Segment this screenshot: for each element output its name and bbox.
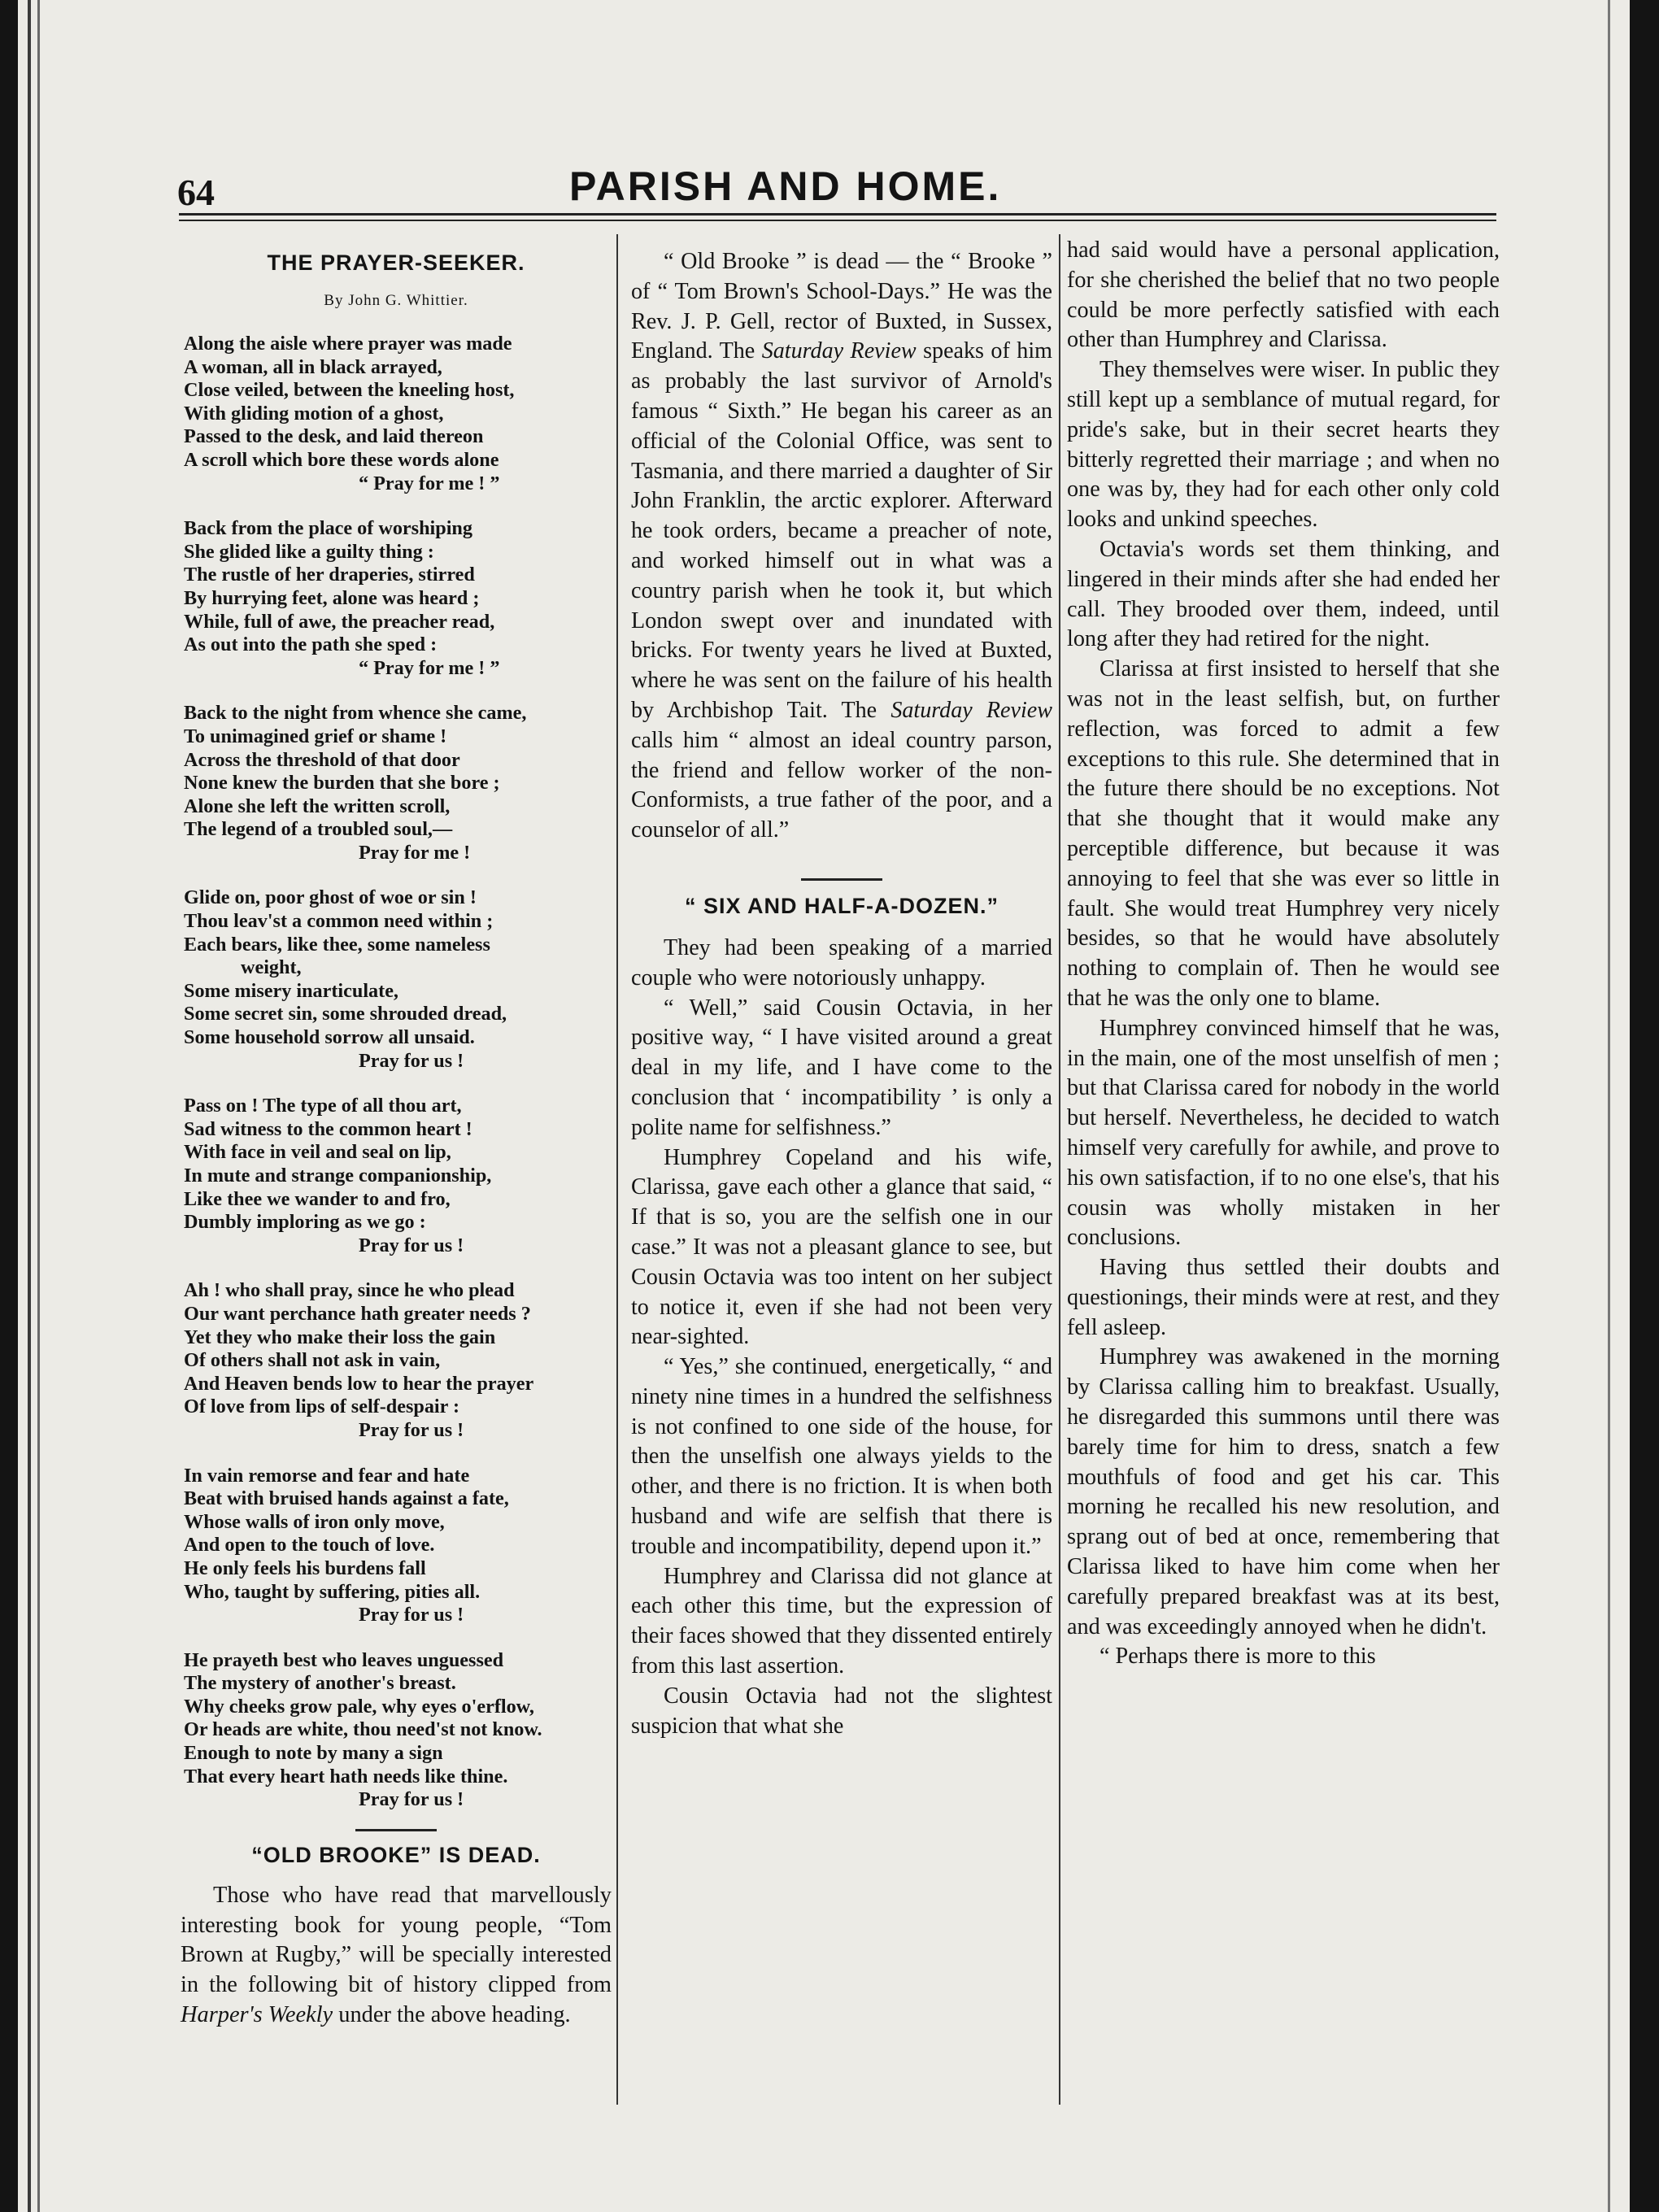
- poem-title: THE PRAYER-SEEKER.: [267, 250, 525, 275]
- verse-line: In vain remorse and fear and hate: [184, 1464, 470, 1487]
- section-rule: [801, 878, 882, 881]
- verse-line: With gliding motion of a ghost,: [184, 402, 444, 425]
- paragraph: Having thus settled their doubts and questionings, their minds were at rest, and they fell asleep.: [1067, 1255, 1500, 1340]
- verse-line: Like thee we wander to and fro,: [184, 1187, 451, 1210]
- brooke-intro: [181, 1881, 612, 2031]
- refrain-line: Pray for us !: [359, 1049, 464, 1072]
- verse-line: Some misery inarticulate,: [184, 979, 398, 1002]
- stanza: [184, 702, 612, 864]
- verse-line: Why cheeks grow pale, why eyes o'erflow,: [184, 1695, 534, 1718]
- verse-line: Some secret sin, some shrouded dread,: [184, 1003, 507, 1025]
- scan-edge-line: [1608, 0, 1610, 2212]
- stanza: [184, 886, 612, 1073]
- scan-edge-right: [1630, 0, 1659, 2212]
- refrain-line: Pray for us !: [359, 1418, 464, 1441]
- story-title: “ SIX AND HALF-A-DOZEN.”: [685, 893, 999, 918]
- running-title: PARISH AND HOME.: [569, 163, 1002, 209]
- verse-line: And open to the touch of love.: [184, 1534, 435, 1557]
- paragraph: “ Old Brooke ” is dead — the “ Brooke ” of “ Tom Brown's School-Days.” He was the Rev. J. P. Gell, rector of Buxted, in Sussex, England. The Saturday Review speaks of him as probably the last survivor of Arnold's famous “ Sixth.” He began his career as an official of the Colonial Office, was sent to Tasmania, and there married a daughter of Sir John Franklin, the arctic explorer. Afterward he took orders, became a preacher of note, and worked himself out in what was a country parish when he took it, but which London swept over and inundated with bricks. For twenty years he lived at Buxted, where he was sent on the failure of his health by Archbishop Tait. The Saturday Review calls him “ almost an ideal country parson, the friend and fellow worker of the non-Conformists, a true father of the poor, and a counselor of all.”: [631, 249, 1053, 843]
- brooke-body: [631, 247, 1052, 846]
- verse-line: The legend of a troubled soul,—: [184, 818, 453, 841]
- refrain-line: Pray for me !: [359, 841, 471, 864]
- verse-line: Of love from lips of self-despair :: [184, 1396, 460, 1418]
- verse-line: Beat with bruised hands against a fate,: [184, 1487, 509, 1510]
- verse-line: Passed to the desk, and laid thereon: [184, 425, 484, 448]
- paragraph: They themselves were wiser. In public they still kept up a semblance of mutual regard, for pride's sake, but in their secret hearts they bitterly regretted their marriage ; and when no one was by, they had for each other only cold looks and unkind speeches.: [1067, 357, 1500, 533]
- header-rule: [179, 213, 1496, 216]
- paragraph: Cousin Octavia had not the slightest suspicion that what she: [631, 1683, 1052, 1739]
- stanza: [184, 1279, 612, 1442]
- page-number: 64: [177, 172, 215, 213]
- verse-line: Of others shall not ask in vain,: [184, 1349, 441, 1372]
- column-3: [1067, 236, 1500, 1672]
- paragraph: Octavia's words set them thinking, and lingered in their minds after she had ended her call. They brooded over them, indeed, until long after they had retired for the night.: [1067, 536, 1500, 652]
- stanza: [184, 1465, 612, 1627]
- column-2: [631, 236, 1052, 1741]
- verse-line: In mute and strange companionship,: [184, 1165, 492, 1187]
- refrain-line: Pray for us !: [359, 1788, 464, 1811]
- stanza: [184, 333, 612, 495]
- verse-line: To unimagined grief or shame !: [184, 725, 447, 747]
- verse-line: He only feels his burdens fall: [184, 1557, 426, 1579]
- poem-byline: By John G. Whittier.: [324, 292, 468, 309]
- column-1: [181, 236, 612, 2031]
- verse-line: Pass on ! The type of all thou art,: [184, 1095, 462, 1117]
- verse-line: With face in veil and seal on lip,: [184, 1141, 451, 1164]
- stanza: [184, 1649, 612, 1812]
- verse-line: Some household sorrow all unsaid.: [184, 1026, 475, 1049]
- refrain-line: “ Pray for me ! ”: [359, 656, 500, 679]
- verse-line: By hurrying feet, alone was heard ;: [184, 586, 480, 609]
- verse-line: Yet they who make their loss the gain: [184, 1326, 496, 1348]
- verse-line: Close veiled, between the kneeling host,: [184, 379, 515, 402]
- poem-body: [181, 333, 612, 1812]
- verse-line: Thou leav'st a common need within ;: [184, 910, 494, 933]
- verse-line: While, full of awe, the preacher read,: [184, 610, 495, 633]
- verse-line: Whose walls of iron only move,: [184, 1510, 445, 1533]
- column-divider: [616, 234, 618, 2105]
- refrain-line: “ Pray for me ! ”: [359, 472, 500, 494]
- verse-line: weight,: [241, 956, 302, 979]
- column-divider: [1059, 234, 1060, 2105]
- binding-edge-left: [0, 0, 18, 2212]
- paragraph: had said would have a personal application, for she cherished the belief that no two people could be more perfectly satisfied with each other than Humphrey and Clarissa.: [1067, 237, 1500, 353]
- paragraph: They had been speaking of a married couple who were notoriously unhappy.: [631, 934, 1052, 991]
- paragraph: Humphrey and Clarissa did not glance at each other this time, but the expression of their faces showed that they dissented entirely from this last assertion.: [631, 1563, 1053, 1679]
- brooke-title: “OLD BROOKE” IS DEAD.: [251, 1842, 541, 1867]
- paragraph: Humphrey was awakened in the morning by Clarissa calling him to breakfast. Usually, he disregarded this summons until there was barely time for him to dress, snatch a few mouthfuls of food and get his car. This morning he recalled his new resolution, and sprang out of bed at once, remembering that Clarissa liked to have him come when her carefully prepared breakfast was at its best, and was exceedingly annoyed when he didn't.: [1067, 1344, 1500, 1639]
- paragraph: “ Yes,” she continued, energetically, “ and ninety nine times in a hundred the selfishness is not confined to one side of the house, for then the unselfish one always yields to the other, and there is no friction. It is when both husband and wife are selfish that there is trouble and incompatibility, depend upon it.”: [631, 1354, 1052, 1559]
- stanza: [184, 1095, 612, 1257]
- paragraph: Clarissa at first insisted to herself that she was not in the least selfish, but, on further reflection, was forced to admit a few exceptions to this rule. She determined that in the future there should be no exceptions. Not that she thought that it would make any perceptible difference, but because it was annoying to feel that she was ever so little in fault. She would treat Humphrey very nicely besides, so that he would have absolutely nothing to complain of. Then he would see that he was the only one to blame.: [1067, 656, 1500, 1011]
- verse-line: A woman, all in black arrayed,: [184, 355, 442, 378]
- verse-line: Enough to note by many a sign: [184, 1742, 443, 1765]
- paragraph: Those who have read that marvellously interesting book for young people, “Tom Brown at Rugby,” will be specially interested in the following bit of history clipped from Harper's Weekly under the above heading.: [181, 1882, 612, 2028]
- verse-line: And Heaven bends low to hear the prayer: [184, 1372, 534, 1395]
- verse-line: Dumbly imploring as we go :: [184, 1211, 426, 1234]
- verse-line: The mystery of another's breast.: [184, 1672, 456, 1695]
- verse-line: Or heads are white, thou need'st not know.: [184, 1718, 542, 1741]
- paragraph: “ Well,” said Cousin Octavia, in her positive way, “ I have visited around a great deal in my life, and I have come to the conclusion that ‘ incompatibility ’ is only a polite name for selfishness.”: [631, 995, 1052, 1140]
- verse-line: She glided like a guilty thing :: [184, 540, 434, 563]
- binding-line: [28, 0, 31, 2212]
- verse-line: Ah ! who shall pray, since he who plead: [184, 1279, 515, 1302]
- binding-line: [37, 0, 40, 2212]
- paragraph: “ Perhaps there is more to this: [1099, 1644, 1376, 1670]
- story-text-col2: [631, 934, 1052, 1742]
- refrain-line: Pray for us !: [359, 1234, 464, 1256]
- paragraph: Humphrey convinced himself that he was, in the main, one of the most unselfish of men ; but that Clarissa cared for nobody in the world but herself. Nevertheless, he decided to watch himself very carefully for awhile, and prove to his own satisfaction, if to no one else's, that his cousin was wholly mistaken in her conclusions.: [1067, 1015, 1500, 1251]
- verse-line: Our want perchance hath greater needs ?: [184, 1302, 531, 1325]
- verse-line: Alone she left the written scroll,: [184, 795, 451, 817]
- verse-line: Back to the night from whence she came,: [184, 702, 527, 725]
- paragraph: Humphrey Copeland and his wife, Clarissa, gave each other a glance that said, “ If that is so, you are the selfish one in our case.” It was not a pleasant glance to see, but Cousin Octavia was too intent on her subject to notice it, even if she had not been very near-sighted.: [631, 1144, 1052, 1350]
- verse-line: Across the threshold of that door: [184, 748, 460, 771]
- verse-line: A scroll which bore these words alone: [184, 448, 499, 471]
- refrain-line: Pray for us !: [359, 1604, 464, 1626]
- verse-line: Who, taught by suffering, pities all.: [184, 1580, 481, 1603]
- verse-line: He prayeth best who leaves unguessed: [184, 1648, 504, 1671]
- verse-line: Each bears, like thee, some nameless: [184, 933, 490, 956]
- verse-line: Sad witness to the common heart !: [184, 1117, 472, 1140]
- verse-line: That every heart hath needs like thine.: [184, 1765, 508, 1787]
- verse-line: Glide on, poor ghost of woe or sin !: [184, 886, 477, 909]
- verse-line: None knew the burden that she bore ;: [184, 772, 500, 795]
- verse-line: Along the aisle where prayer was made: [184, 333, 512, 355]
- story-text-col3: [1067, 236, 1500, 1672]
- verse-line: As out into the path she sped :: [184, 634, 438, 656]
- verse-line: Back from the place of worshiping: [184, 517, 472, 540]
- stanza: [184, 517, 612, 680]
- section-rule: [355, 1829, 437, 1831]
- header-rule: [179, 220, 1496, 221]
- verse-line: The rustle of her draperies, stirred: [184, 564, 475, 586]
